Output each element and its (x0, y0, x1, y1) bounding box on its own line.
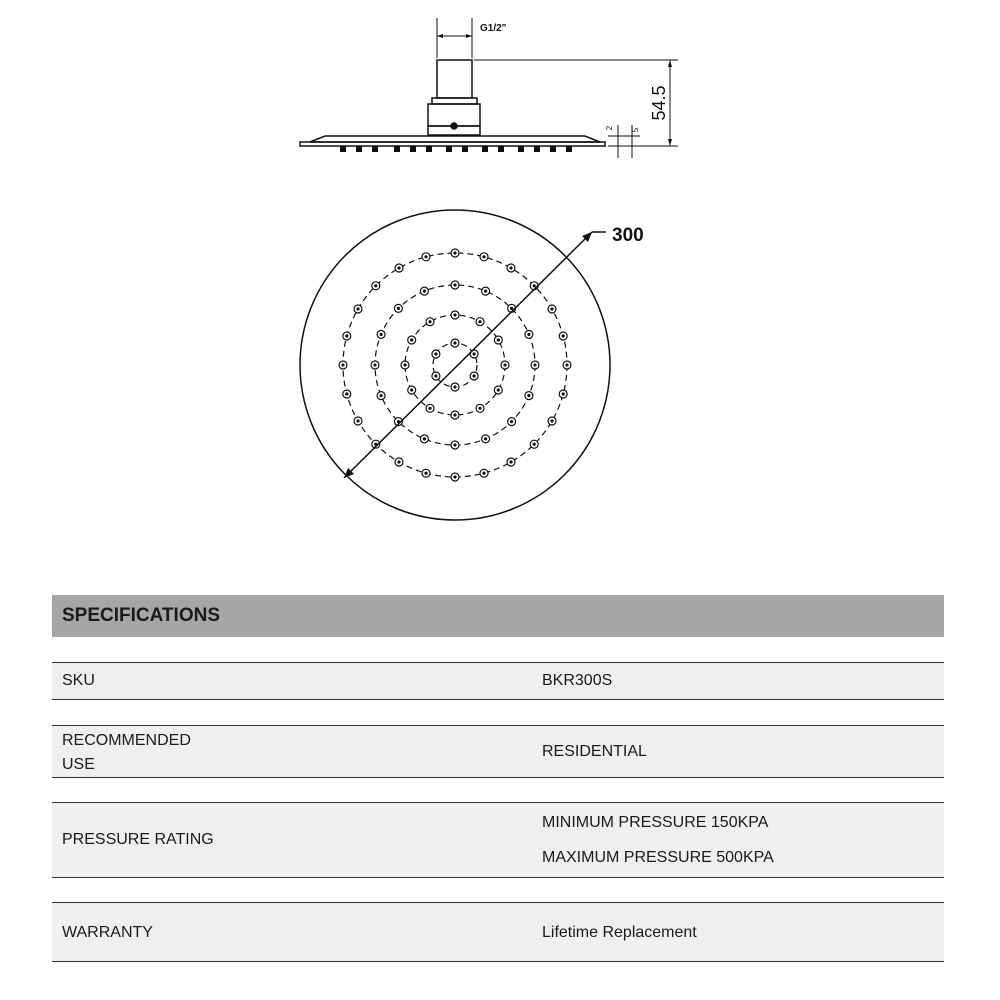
edge-thickness-label: 5 (631, 127, 640, 133)
nozzle-dot-center (345, 334, 348, 337)
nozzle-dot-center (509, 460, 512, 463)
nozzle-dot-center (424, 472, 427, 475)
nozzle-dot-center (562, 334, 565, 337)
nozzle-dot-center (453, 341, 456, 344)
nozzle-dot-center (473, 352, 476, 355)
spec-row-sku (52, 662, 944, 700)
shower-head-top-face (310, 136, 600, 142)
specifications-title: SPECIFICATIONS (62, 605, 220, 626)
nozzle-dot-center (397, 266, 400, 269)
pressure-rating-min: MINIMUM PRESSURE 150KPA (542, 814, 769, 831)
nozzle-dot-center (533, 284, 536, 287)
nozzle-dot-center (373, 363, 376, 366)
nozzle-dot-center (356, 419, 359, 422)
nozzle-dot-center (403, 363, 406, 366)
nozzle-dot-center (434, 374, 437, 377)
spec-row-recommended-use (52, 725, 944, 778)
spec-row-warranty (52, 902, 944, 962)
nozzle-dot-center (533, 363, 536, 366)
nozzle-dot-center (550, 307, 553, 310)
nozzle-dot-center (453, 251, 456, 254)
nozzle-dot-center (356, 307, 359, 310)
nozzle-dot-center (453, 413, 456, 416)
nozzle-dot-center (510, 307, 513, 310)
nozzle-dot-center (397, 460, 400, 463)
warranty-value: Lifetime Replacement (542, 924, 697, 941)
nozzle-dot-center (434, 352, 437, 355)
nozzle-dot-center (345, 392, 348, 395)
pressure-rating-label: PRESSURE RATING (62, 831, 214, 848)
nozzle-dot-center (473, 374, 476, 377)
nozzle-dot-center (497, 338, 500, 341)
nozzle-dot-center (423, 437, 426, 440)
nozzle-dot-center (453, 443, 456, 446)
recommended-use-label-line2: USE (62, 756, 95, 773)
nozzle-dot-center (380, 394, 383, 397)
nozzle-dot-center (423, 290, 426, 293)
recommended-use-label-line1: RECOMMENDED (62, 732, 191, 749)
side-view (300, 18, 678, 158)
shower-arm-collar (432, 98, 477, 104)
nozzle-dot-center (453, 385, 456, 388)
nozzle-dot-center (428, 407, 431, 410)
diameter-label: 300 (612, 225, 644, 246)
nozzle-dot-center (380, 333, 383, 336)
specifications-header (52, 595, 944, 637)
nozzle-dot-center (374, 284, 377, 287)
nozzle-dot-center (510, 420, 513, 423)
nozzle-dot-center (527, 333, 530, 336)
top-view (300, 210, 610, 520)
diameter-line (344, 232, 592, 478)
sku-value: BKR300S (542, 672, 613, 689)
nozzle-dot-center (484, 437, 487, 440)
nozzle-dot-center (410, 388, 413, 391)
nozzle-dot-center (503, 363, 506, 366)
nozzle-dot-center (533, 443, 536, 446)
nozzle-dot-center (484, 290, 487, 293)
spec-row-pressure-rating (52, 802, 944, 878)
nozzle-dot-center (453, 283, 456, 286)
nozzle-dot-center (550, 419, 553, 422)
nozzle-dot-center (341, 363, 344, 366)
nozzle-dot-center (410, 338, 413, 341)
nozzle-dot-center (397, 307, 400, 310)
nozzle-dot-center (478, 407, 481, 410)
nozzle-dot-center (482, 472, 485, 475)
warranty-label: WARRANTY (62, 924, 153, 941)
nozzle-dot-center (527, 394, 530, 397)
nozzle-dot-center (453, 475, 456, 478)
pressure-rating-max: MAXIMUM PRESSURE 500KPA (542, 849, 774, 866)
nozzle-dot-center (424, 255, 427, 258)
recommended-use-value: RESIDENTIAL (542, 743, 647, 760)
sku-label: SKU (62, 672, 95, 689)
nozzle-row (340, 146, 572, 152)
nozzle-dot-center (453, 313, 456, 316)
nozzle-dot-center (565, 363, 568, 366)
thread-size-label: G1/2" (480, 23, 507, 34)
nozzle-group (339, 249, 571, 481)
nozzle-dot-center (562, 392, 565, 395)
plate-thickness-label: 2 (605, 125, 614, 131)
nozzle-dot-center (482, 255, 485, 258)
height-dimension-label: 54.5 (649, 85, 669, 121)
nozzle-dot-center (428, 320, 431, 323)
nozzle-dot-center (478, 320, 481, 323)
shower-arm-nut (437, 60, 472, 98)
nozzle-dot-center (509, 266, 512, 269)
nozzle-dot-center (497, 388, 500, 391)
